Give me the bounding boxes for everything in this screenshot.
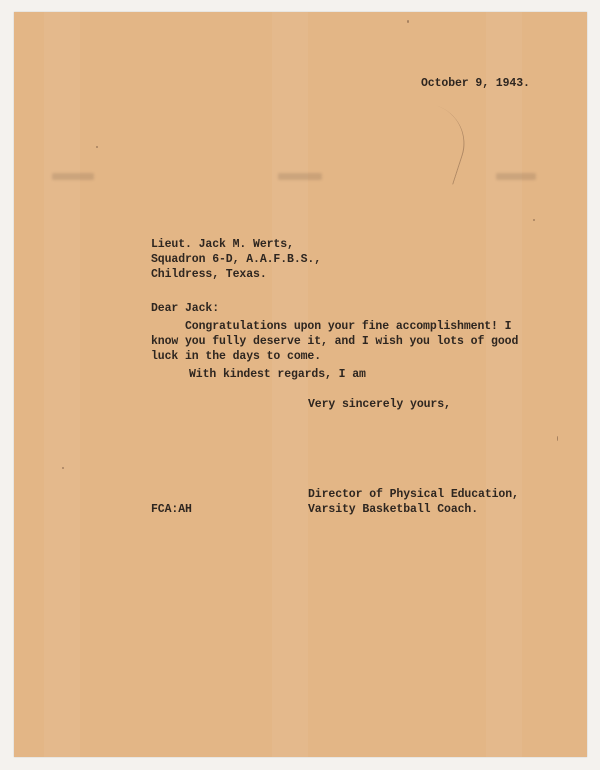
scan-band <box>486 12 522 757</box>
body-line: luck in the days to come. <box>151 350 322 363</box>
signature-line: Varsity Basketball Coach. <box>308 503 479 516</box>
recipient-line: Squadron 6-D, A.A.F.B.S., <box>151 253 322 266</box>
signature-line: Director of Physical Education, <box>308 488 519 501</box>
scan-band <box>272 12 308 757</box>
paper-speck <box>407 20 409 23</box>
paper-scuff-mark <box>414 105 475 184</box>
body-line: Congratulations upon your fine accomplishment! I <box>151 320 512 333</box>
paper-speck <box>62 467 64 469</box>
paper-speck <box>557 436 558 441</box>
paper-speck <box>533 219 535 221</box>
signature-title <box>308 487 519 517</box>
letter-page <box>14 12 587 757</box>
recipient-line: Lieut. Jack M. Werts, <box>151 238 294 251</box>
ink-bleed-mark <box>496 173 536 180</box>
reference-initials: FCA:AH <box>151 503 192 516</box>
closing-line: With kindest regards, I am <box>189 368 366 381</box>
ink-bleed-mark <box>52 173 94 180</box>
salutation: Dear Jack: <box>151 302 220 315</box>
body-line: know you fully deserve it, and I wish you lots of good <box>151 335 519 348</box>
paper-speck <box>96 146 98 148</box>
recipient-address <box>151 237 321 282</box>
body-paragraph <box>151 319 518 364</box>
valediction: Very sincerely yours, <box>308 398 451 411</box>
letter-date: October 9, 1943. <box>421 77 530 90</box>
ink-bleed-mark <box>278 173 322 180</box>
scan-band <box>44 12 80 757</box>
recipient-line: Childress, Texas. <box>151 268 267 281</box>
